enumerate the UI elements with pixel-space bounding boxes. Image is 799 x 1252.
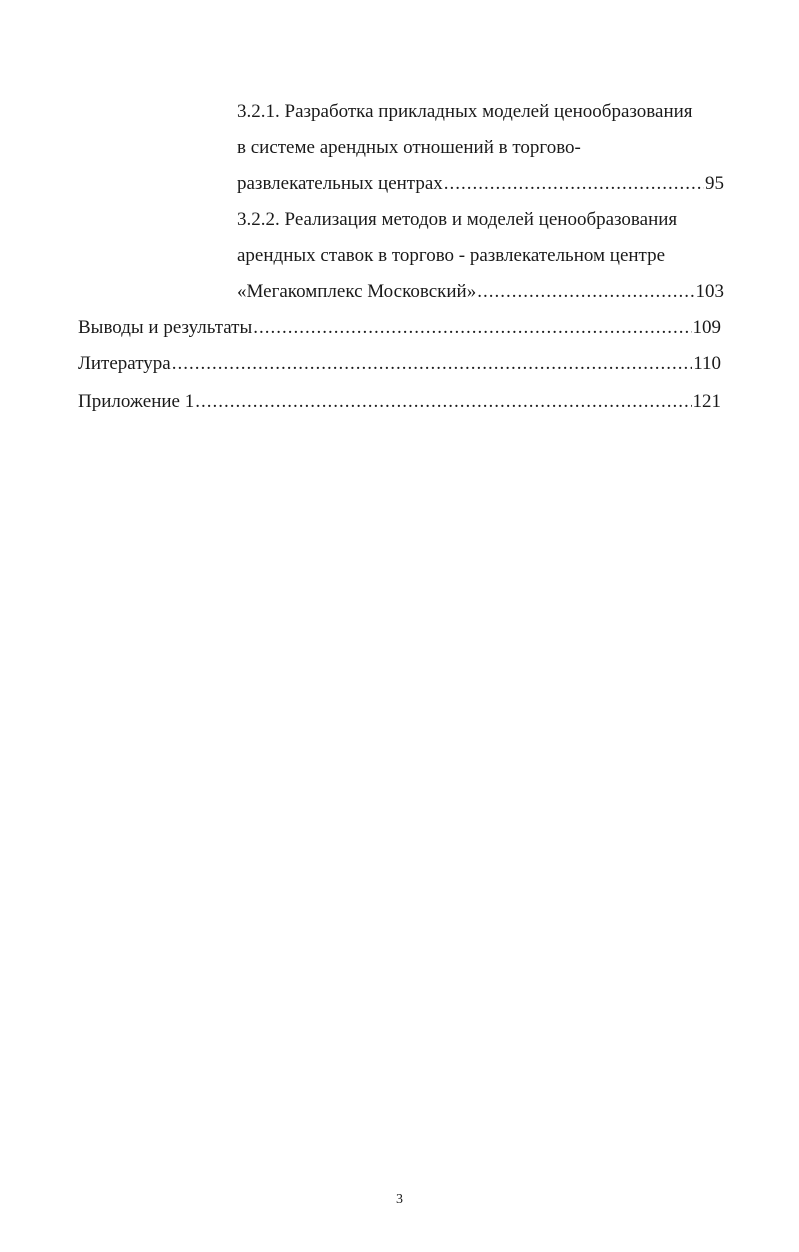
toc-entry-label: Выводы и результаты [78,317,253,338]
dot-leader [195,384,691,420]
page-number: 3 [396,1192,403,1207]
toc-page-number: 121 [692,391,721,412]
toc-page-number: 109 [692,317,721,338]
toc-entry-leader-line [78,310,721,346]
toc-entry-conclusions [78,310,721,346]
toc-entry-line: арендных ставок в торгово - развлекательном центре [237,245,666,266]
toc-entry-label: Литература [78,353,171,374]
dot-leader [172,346,692,382]
toc-entry-line: 3.2.1. Разработка прикладных моделей ценообразования [237,101,693,122]
toc-page-number: 110 [693,353,721,374]
toc-entry-appendix [78,384,721,420]
toc-entry-line: 3.2.2. Реализация методов и моделей ценообразования [237,209,678,230]
toc-entry-leader-line [78,346,721,382]
toc-entry-3-2-2 [237,202,724,310]
toc-entry-3-2-1 [237,94,724,202]
toc-entry-leader-line [78,384,721,420]
toc-entry-line: «Мегакомплекс Московский» [237,281,477,302]
dot-leader [253,310,691,346]
dot-leader [477,274,694,310]
toc-entry-line: развлекательных центрах [237,173,443,194]
toc-entry-line: в системе арендных отношений в торгово- [237,137,581,158]
toc-entry-leader-line [237,274,724,310]
toc-page-number: 103 [695,281,724,302]
dot-leader [444,166,704,202]
toc-entry-literature [78,346,721,382]
toc-entry-leader-line [237,166,724,202]
toc-entry-label: Приложение 1 [78,391,195,412]
toc-page-number: 95 [705,173,724,194]
